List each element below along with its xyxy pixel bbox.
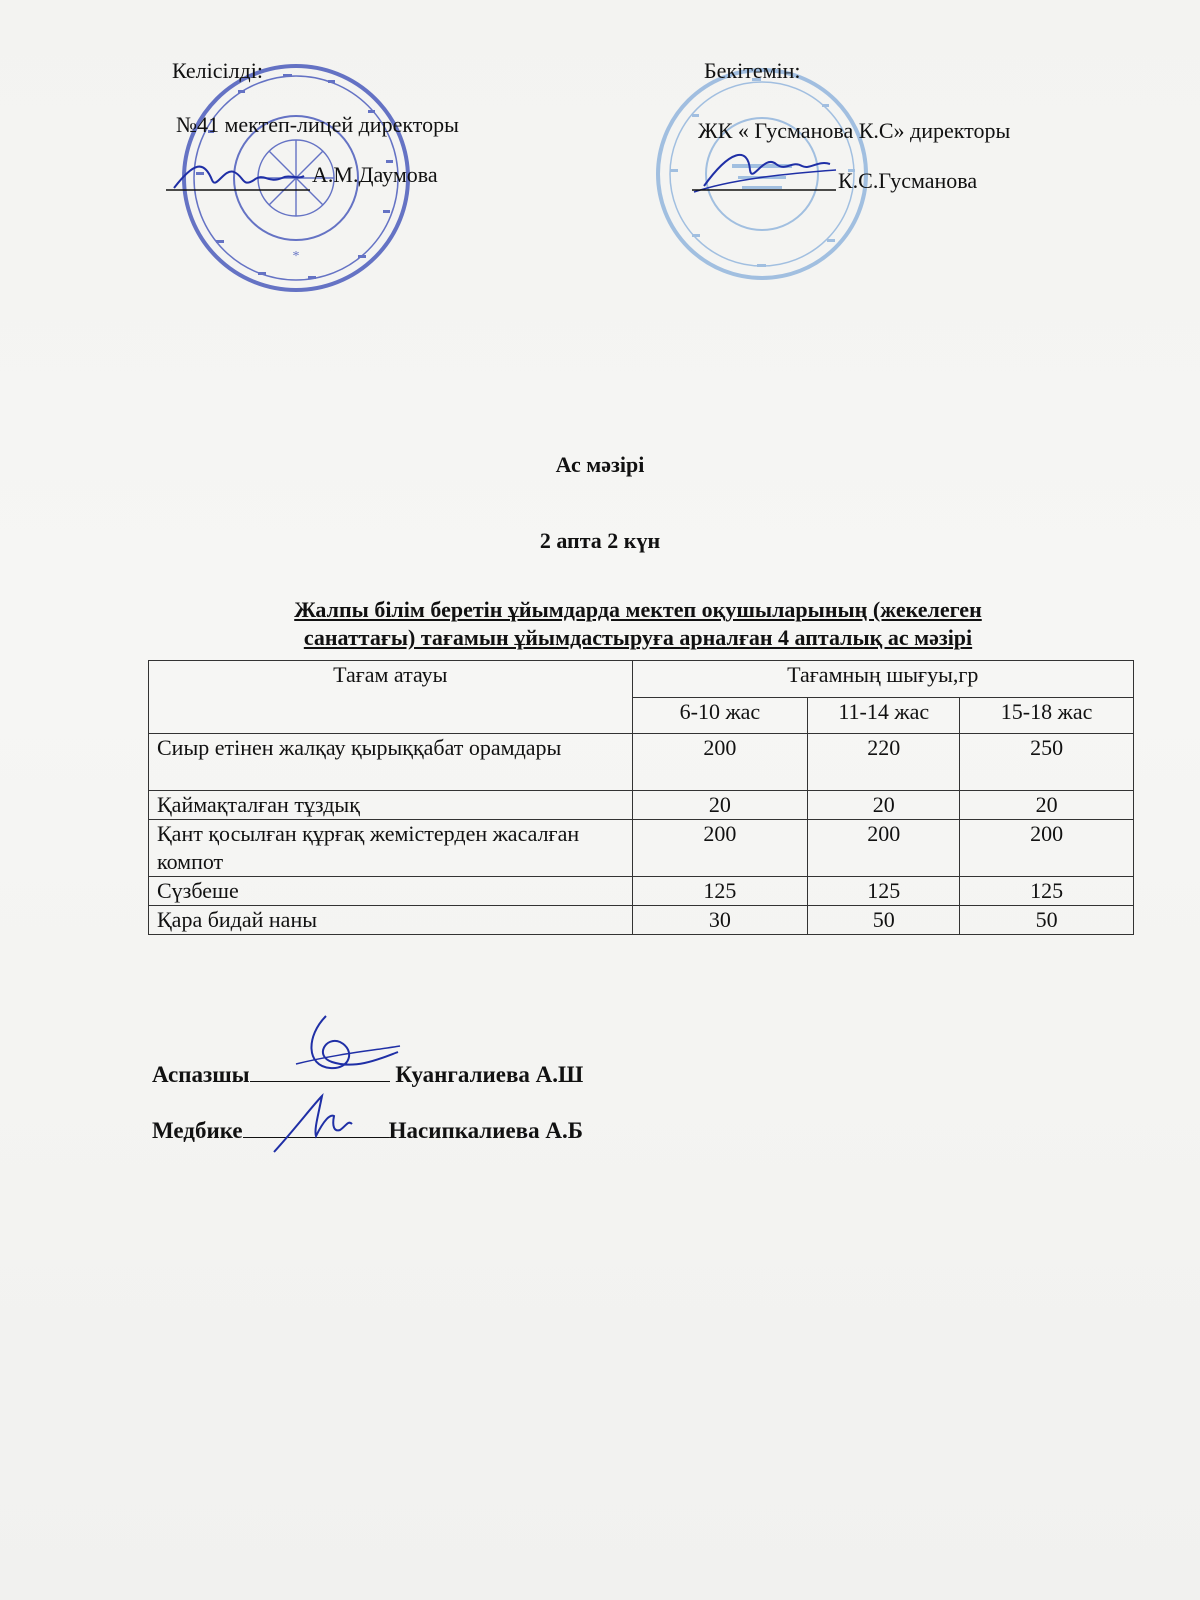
age-group-1: 6-10 жас <box>632 698 808 734</box>
age-group-3: 15-18 жас <box>960 698 1134 734</box>
yield-value: 125 <box>632 877 808 906</box>
yield-value: 30 <box>632 906 808 935</box>
nurse-signature <box>264 1090 374 1160</box>
agreed-label: Келісілді: <box>172 58 263 83</box>
nurse-label: Медбике <box>152 1118 243 1143</box>
yield-value: 200 <box>960 820 1134 877</box>
yield-value: 250 <box>960 734 1134 791</box>
left-director-name: А.М.Даумова <box>312 162 438 187</box>
left-director-position: №41 мектеп-лицей директоры <box>176 112 459 137</box>
right-director-name: К.С.Гусманова <box>838 168 978 193</box>
yield-value: 200 <box>632 734 808 791</box>
age-group-2: 11-14 жас <box>808 698 960 734</box>
dish-name: Сүзбеше <box>149 877 633 906</box>
nurse-name: Насипкалиева А.Б <box>388 1118 583 1143</box>
yield-value: 200 <box>808 820 960 877</box>
table-row <box>149 877 1134 906</box>
approved-label: Бекітемін: <box>704 58 801 83</box>
dish-name: Қаймақталған тұздық <box>149 791 633 820</box>
page-title: Ас мәзірі <box>555 452 645 477</box>
header-yield: Тағамның шығуы,гр <box>632 661 1134 698</box>
yield-value: 125 <box>808 877 960 906</box>
dish-name: Қант қосылған құрғақ жемістерден жасалған компот <box>149 820 633 877</box>
yield-value: 20 <box>960 791 1134 820</box>
header-dish-name: Тағам атауы <box>149 661 633 734</box>
table-row <box>149 820 1134 877</box>
table-row <box>149 734 1134 791</box>
subtitle-line-1: Жалпы білім беретін ұйымдарда мектеп оқушыларының (жекелеген <box>294 597 982 622</box>
table-header-row <box>149 661 1134 698</box>
cook-signature <box>286 1006 406 1086</box>
svg-text:*: * <box>292 249 300 264</box>
week-day: 2 апта 2 күн <box>539 528 661 553</box>
cook-name: Куангалиева А.Ш <box>395 1062 584 1087</box>
menu-table <box>148 660 1134 935</box>
cook-label: Аспазшы <box>152 1062 250 1087</box>
table-row <box>149 791 1134 820</box>
right-director-position: ЖК « Гусманова К.С» директоры <box>698 118 1011 143</box>
dish-name: Сиыр етінен жалқау қырыққабат орамдары <box>149 734 633 791</box>
subtitle-line-2: санаттағы) тағамын ұйымдастыруға арналған 4 апталық ас мәзірі <box>303 625 973 650</box>
table-row <box>149 906 1134 935</box>
yield-value: 50 <box>808 906 960 935</box>
left-signature <box>164 150 314 200</box>
dish-name: Қара бидай наны <box>149 906 633 935</box>
yield-value: 220 <box>808 734 960 791</box>
yield-value: 50 <box>960 906 1134 935</box>
yield-value: 125 <box>960 877 1134 906</box>
yield-value: 200 <box>632 820 808 877</box>
yield-value: 20 <box>808 791 960 820</box>
yield-value: 20 <box>632 791 808 820</box>
right-signature <box>690 140 840 200</box>
